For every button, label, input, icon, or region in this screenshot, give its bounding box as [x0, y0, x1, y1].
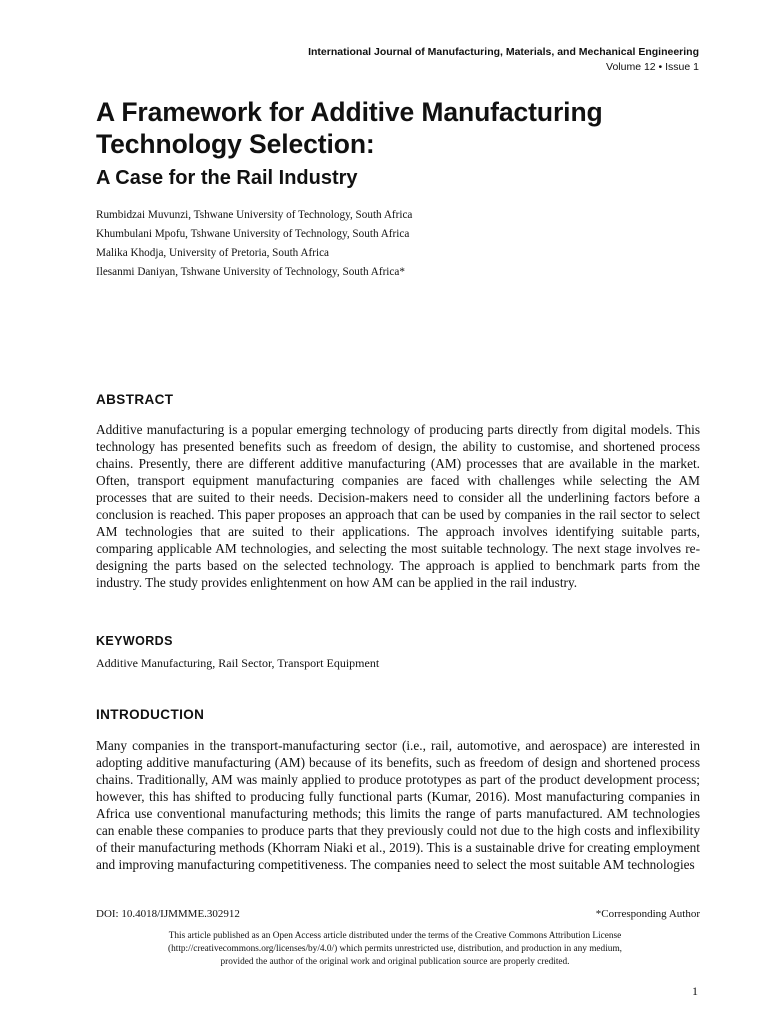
paper-subtitle: A Case for the Rail Industry: [96, 167, 358, 189]
introduction-heading: INTRODUCTION: [96, 707, 205, 722]
keywords-heading: KEYWORDS: [96, 634, 173, 648]
license-line: provided the author of the original work and original publication source are properly credited.: [220, 957, 570, 967]
doi-link[interactable]: DOI: 10.4018/IJMMME.302912: [96, 908, 240, 920]
paper-title: A Framework for Additive Manufacturing Technology Selection:: [96, 97, 603, 159]
abstract-heading: ABSTRACT: [96, 392, 174, 407]
author-list: [96, 206, 412, 282]
license-line: This article published as an Open Access article distributed under the terms of the Creative Commons Attribution License: [168, 931, 622, 941]
abstract-text: Additive manufacturing is a popular emerging technology of producing parts directly from digital models. This technology has presented benefits such as freedom of design, the ability to customise, and shortened process chains. Presently, there are different additive manufacturing (AM) processes that are available in the market. Often, transport equipment manufacturing companies are faced with challenges while selecting the AM processes that are suited to their needs. Decision-makers need to consider all the underlining factors before a conclusion is reached. This paper proposes an approach that can be used by companies in the rail sector to select AM technologies that are suited to their applications. The approach involves identifying suitable parts, comparing applicable AM technologies, and selecting the most suitable technology. The next stage involves re-designing the parts based on the selected technology. The approach is applied to benchmark parts from the industry. The study provides enlightenment on how AM can be applied in the rail industry.: [96, 422, 700, 590]
author-line: Malika Khodja, University of Pretoria, South Africa: [96, 247, 330, 259]
license-notice: [110, 930, 680, 969]
license-line: (http://creativecommons.org/licenses/by/4.0/) which permits unrestricted use, distribution, and production in any medium,: [168, 944, 622, 954]
author-line: Ilesanmi Daniyan, Tshwane University of Technology, South Africa*: [96, 266, 405, 278]
keywords-text: Additive Manufacturing, Rail Sector, Transport Equipment: [96, 656, 380, 670]
author-line: Khumbulani Mpofu, Tshwane University of Technology, South Africa: [96, 228, 410, 240]
author-line: Rumbidzai Muvunzi, Tshwane University of Technology, South Africa: [96, 209, 413, 221]
journal-name: International Journal of Manufacturing, Materials, and Mechanical Engineering: [308, 46, 699, 58]
corresponding-author-note: *Corresponding Author: [595, 908, 700, 920]
introduction-text: Many companies in the transport-manufacturing sector (i.e., rail, automotive, and aerospace) are interested in adopting additive manufacturing (AM) because of its benefits, such as freedom of design and shortened process chains. Traditionally, AM was mainly applied to produce prototypes as part of the product development process; however, this has shifted to producing fully functional parts (Kumar, 2016). Most manufacturing companies in Africa use conventional manufacturing methods; this limits the range of parts manufactured. AM technologies can enable these companies to produce parts that they previously could not due to the high costs and inflexibility of their manufacturing methods (Khorram Niaki et al., 2019). This is a sustainable drive for creating employment and improving manufacturing competitiveness. The companies need to select the most suitable AM technologies: [96, 738, 700, 872]
journal-volume-issue: Volume 12 • Issue 1: [606, 61, 699, 73]
page-number: 1: [692, 984, 698, 998]
